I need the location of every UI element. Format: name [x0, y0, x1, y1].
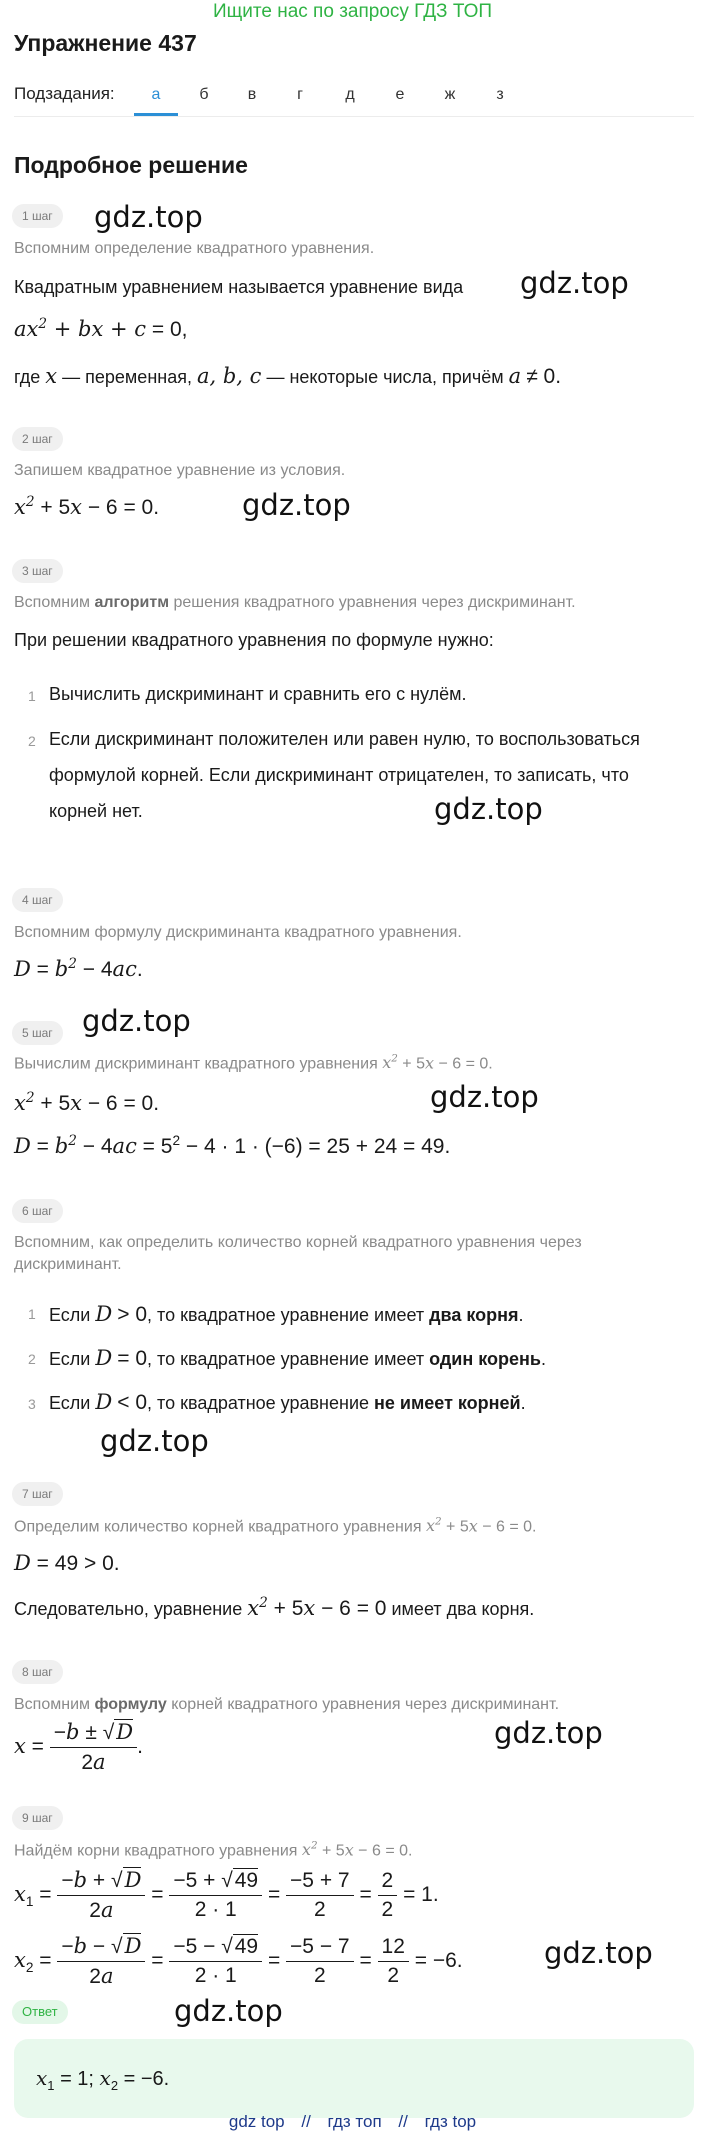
list-number: 2	[28, 733, 36, 749]
step-hint: Определим количество корней квадратного уравнения $x^2 + 5x - 6 = 0$.	[14, 1516, 537, 1536]
list-item: Если D = 0, то квадратное уравнение имеет один корень.	[49, 1346, 546, 1370]
watermark: gdz.top	[494, 1716, 603, 1750]
math-formula: $x_1$ = $\frac{-b + √D}{2a}$ = $\frac{-5 + √49}{2 \cdot 1}$ = $\frac{-5 + 7}{2}$ = $\frac{2}{2}$ = 1.	[14, 1868, 439, 1922]
footer-separator: //	[398, 2112, 408, 2131]
step-hint: Найдём корни квадратного уравнения $x^2 + 5x - 6 = 0$.	[14, 1840, 413, 1860]
math-formula: $x^2 + 5x - 6 = 0$.	[14, 494, 160, 519]
step-badge: 8 шаг	[12, 1660, 63, 1684]
step-hint: Вспомним алгоритм решения квадратного уравнения через дискриминант.	[14, 594, 576, 611]
tab-b[interactable]: б	[199, 86, 209, 103]
step-badge: 2 шаг	[12, 427, 63, 451]
list-number: 1	[28, 688, 36, 704]
tab-e[interactable]: е	[395, 86, 405, 103]
list-item: Если D < 0, то квадратное уравнение не имеет корней.	[49, 1390, 526, 1414]
subtasks-label: Подзадания:	[14, 84, 115, 103]
step-hint: Вспомним формулу дискриминанта квадратного уравнения.	[14, 924, 462, 941]
step-text: где x — переменная, a, b, c — некоторые числа, причём a ≠ 0.	[14, 364, 562, 388]
watermark: gdz.top	[434, 792, 543, 826]
math-formula: $D = b^2 - 4ac$.	[14, 956, 143, 981]
watermark: gdz.top	[174, 1994, 283, 2028]
list-item: формулой корней. Если дискриминант отрицателен, то записать, что	[49, 765, 629, 785]
tab-z[interactable]: з	[496, 86, 504, 103]
step-text: Следовательно, уравнение $x^2 + 5x - 6 = 0$ имеет два корня.	[14, 1595, 535, 1620]
footer-link[interactable]: гдз топ	[327, 2112, 382, 2131]
answer-formula: $x_1 = 1$; $x_2 = -6$.	[36, 2066, 170, 2093]
math-formula: $x^2 + 5x - 6 = 0$.	[14, 1090, 160, 1115]
step-hint: Запишем квадратное уравнение из условия.	[14, 462, 346, 479]
step-hint: Вспомним формулу корней квадратного уравнения через дискриминант.	[14, 1696, 560, 1713]
step-badge: 7 шаг	[12, 1482, 63, 1506]
watermark: gdz.top	[242, 488, 351, 522]
tab-d[interactable]: д	[345, 86, 355, 103]
watermark: gdz.top	[94, 200, 203, 234]
math-formula: x = $\frac{-b \pm √D}{2a}$ .	[14, 1720, 143, 1774]
step-badge: 4 шаг	[12, 888, 63, 912]
step-badge: 5 шаг	[12, 1021, 63, 1045]
page-title: Упражнение 437	[14, 30, 197, 56]
step-badge: 9 шаг	[12, 1806, 63, 1830]
step-text: Квадратным уравнением называется уравнение вида	[14, 277, 464, 297]
footer-link[interactable]: gdz top	[228, 2112, 285, 2131]
step-hint: Вспомним определение квадратного уравнения.	[14, 240, 375, 257]
list-number: 3	[28, 1396, 36, 1412]
math-formula: $x_2$ = $\frac{-b - √D}{2a}$ = $\frac{-5 - √49}{2 \cdot 1}$ = $\frac{-5 - 7}{2}$ = $\frac{12}{2}$ = −6.	[14, 1934, 463, 1988]
list-number: 1	[28, 1306, 36, 1322]
list-item: Вычислить дискриминант и сравнить его с нулём.	[49, 684, 467, 704]
watermark: gdz.top	[430, 1080, 539, 1114]
step-badge: 6 шаг	[12, 1199, 63, 1223]
section-title: Подробное решение	[14, 152, 248, 178]
math-formula: D = 49 > 0.	[14, 1551, 120, 1575]
search-banner: Ищите нас по запросу ГДЗ ТОП	[212, 1, 493, 22]
list-number: 2	[28, 1351, 36, 1367]
answer-badge: Ответ	[12, 2000, 68, 2024]
math-formula: $D = b^2 - 4ac = 5^2 - 4 \cdot 1 \cdot (-6) = 25 + 24 = 49$.	[14, 1133, 451, 1158]
step-hint: Вычислим дискриминант квадратного уравнения $x^2 + 5x - 6 = 0$.	[14, 1053, 493, 1073]
footer-links	[0, 2112, 705, 2132]
step-hint: Вспомним, как определить количество корней квадратного уравнения через	[14, 1234, 582, 1251]
math-formula: $ax^2$ + bx + c = 0,	[14, 316, 188, 341]
divider	[14, 116, 694, 117]
step-hint: дискриминант.	[14, 1256, 122, 1273]
watermark: gdz.top	[82, 1004, 191, 1038]
step-text: При решении квадратного уравнения по формуле нужно:	[14, 630, 494, 650]
footer-separator: //	[301, 2112, 311, 2131]
footer-link[interactable]: гдз top	[424, 2112, 477, 2131]
list-item: Если D > 0, то квадратное уравнение имеет два корня.	[49, 1302, 524, 1326]
list-item: Если дискриминант положителен или равен нулю, то воспользоваться	[49, 729, 640, 749]
tab-g[interactable]: г	[297, 86, 303, 103]
watermark: gdz.top	[100, 1424, 209, 1458]
step-badge: 3 шаг	[12, 559, 63, 583]
tab-a[interactable]: а	[134, 80, 178, 116]
watermark: gdz.top	[520, 266, 629, 300]
list-item: корней нет.	[49, 801, 143, 821]
tab-zh[interactable]: ж	[444, 86, 456, 103]
watermark: gdz.top	[544, 1936, 653, 1970]
step-badge: 1 шаг	[12, 204, 63, 228]
tab-v[interactable]: в	[247, 86, 257, 103]
